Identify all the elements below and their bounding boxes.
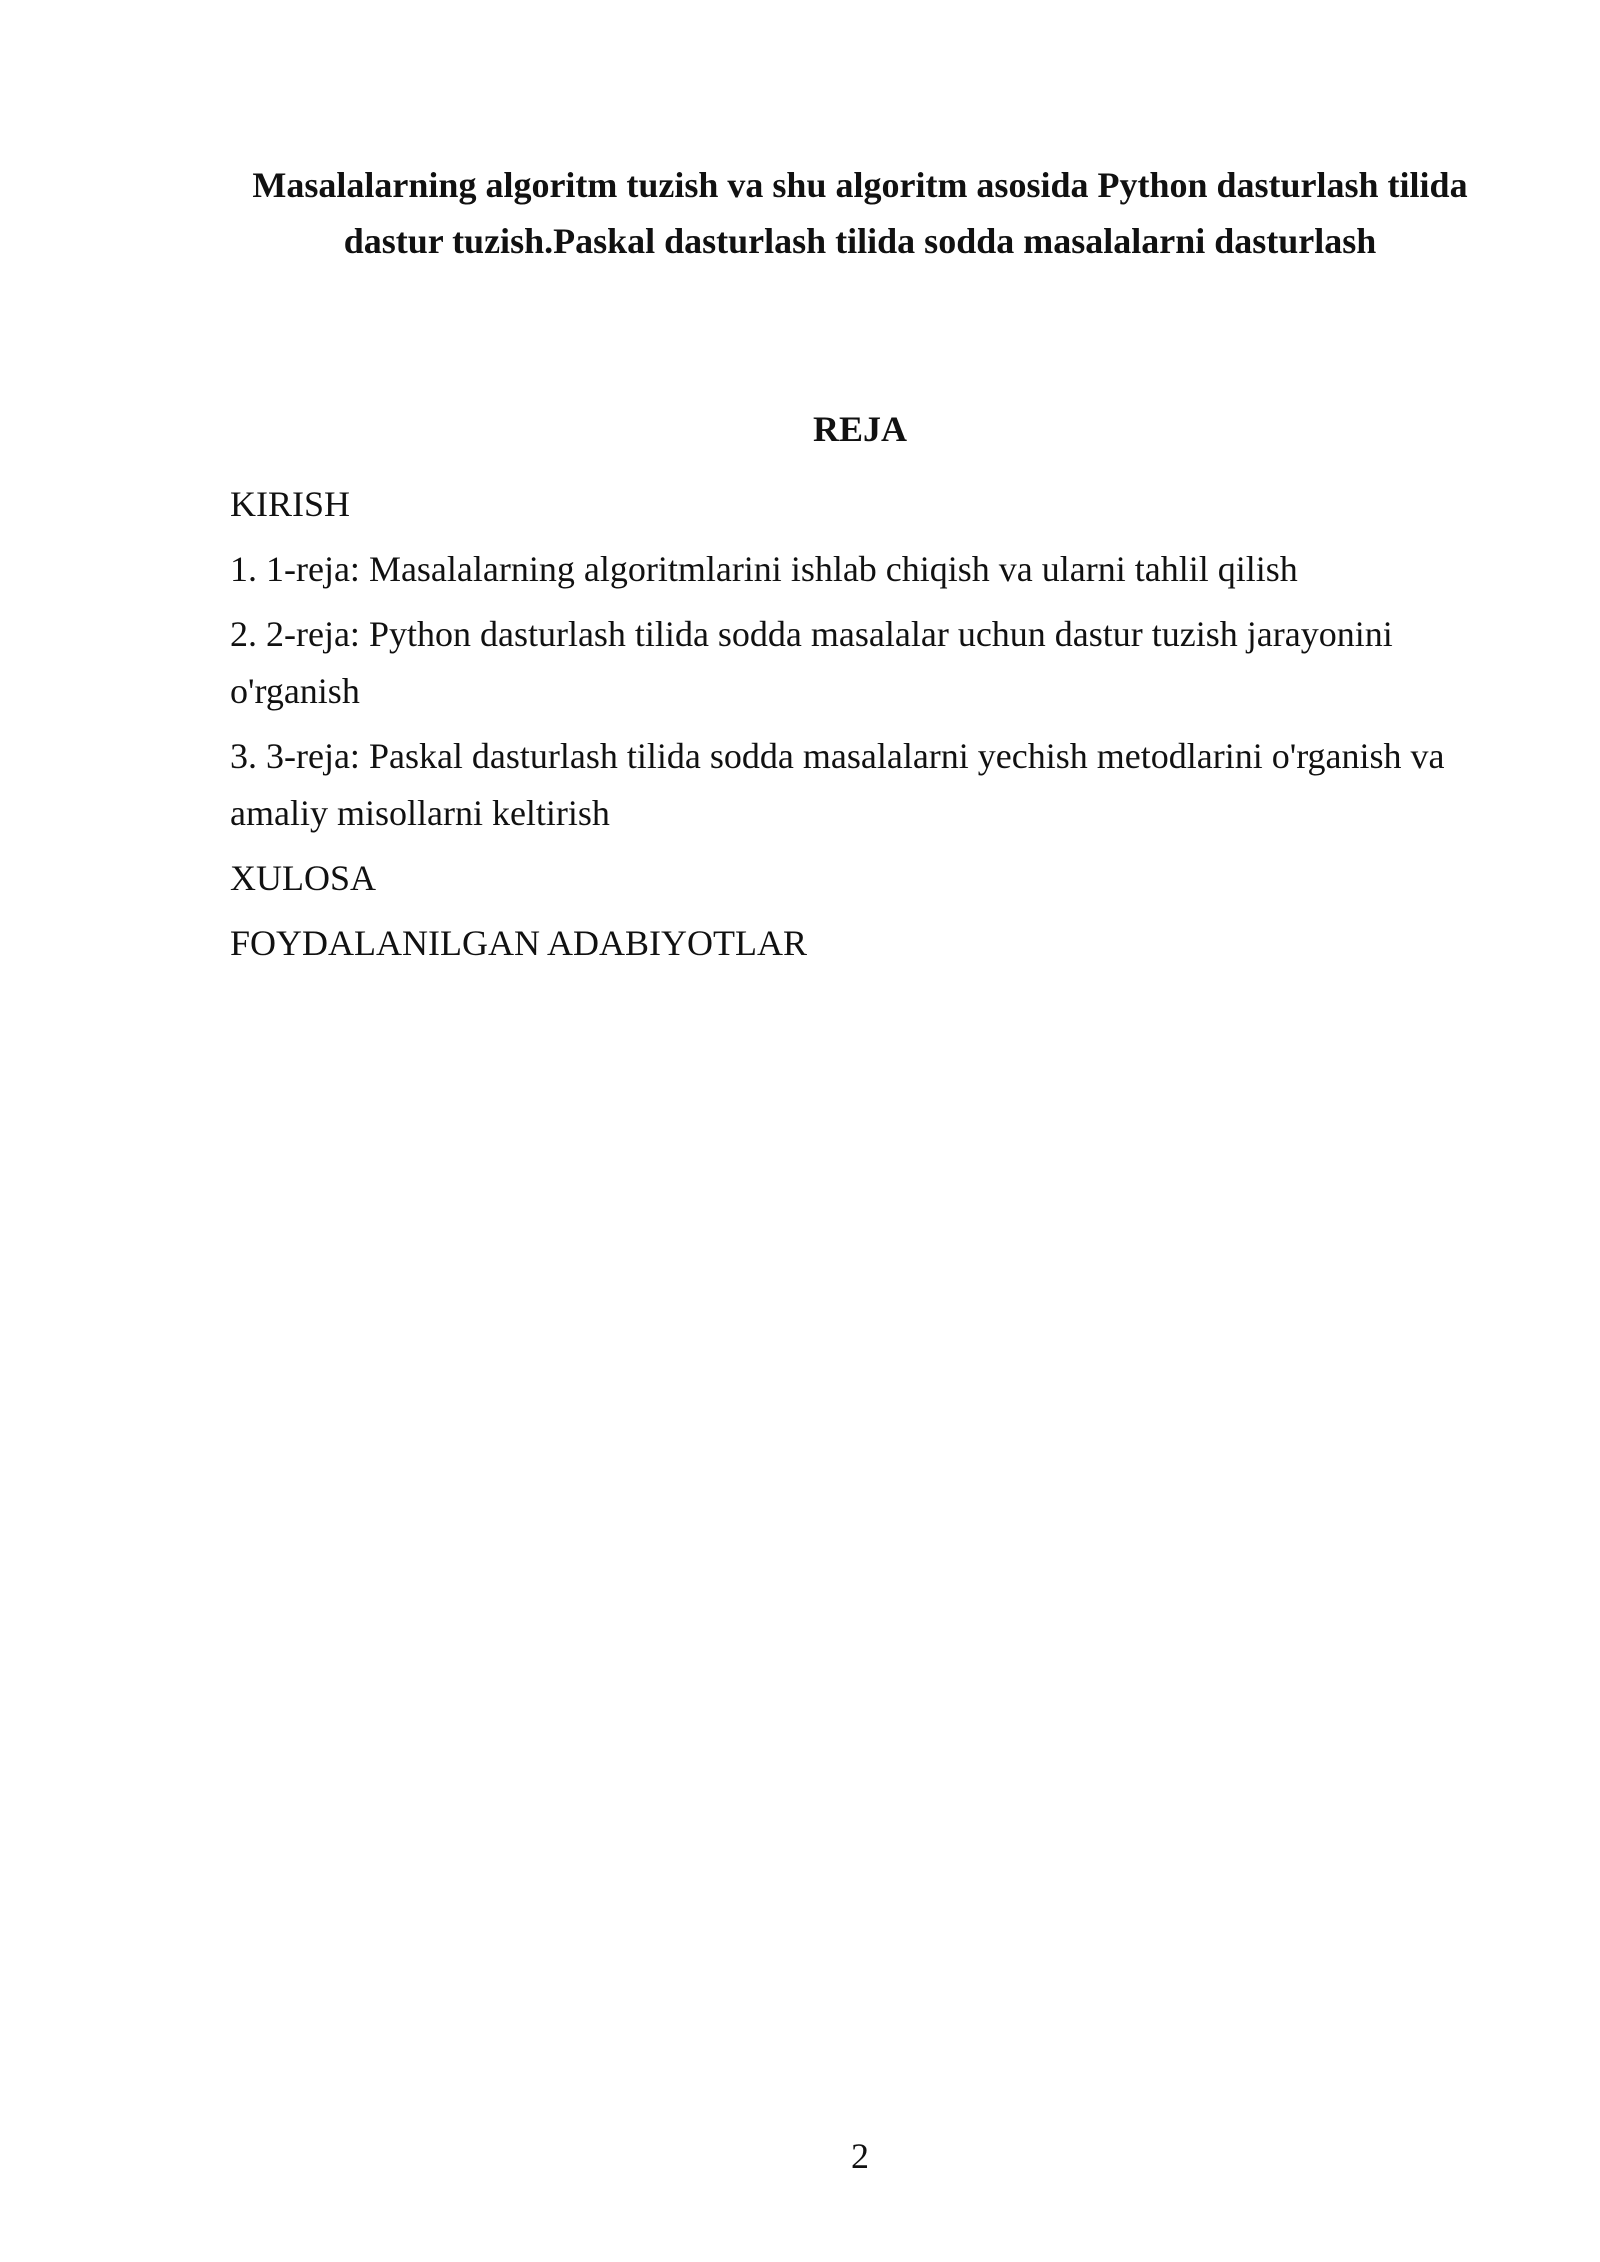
plan-item-3: 3. 3-reja: Paskal dasturlash tilida sodda masalalarni yechish metodlarini o'rganish va amaliy misollarni keltirish [230,736,1445,833]
plan-heading: REJA [812,409,907,449]
plan-item-conclusion: XULOSA [230,858,377,898]
page-number: 2 [851,2136,869,2176]
plan-item-introduction: KIRISH [230,484,351,524]
document-title: Masalalarning algoritm tuzish va shu algoritm asosida Python dasturlash tilida dastur tuzish.Paskal dasturlash tilida sodda masalalarni dasturlash [252,165,1468,261]
plan-item-1: 1. 1-reja: Masalalarning algoritmlarini ishlab chiqish va ularni tahlil qilish [230,549,1298,589]
plan-item-references: FOYDALANILGAN ADABIYOTLAR [230,923,807,963]
plan-list [230,476,1500,980]
plan-item-2: 2. 2-reja: Python dasturlash tilida sodda masalalar uchun dastur tuzish jarayonini o'rganish [230,614,1393,711]
